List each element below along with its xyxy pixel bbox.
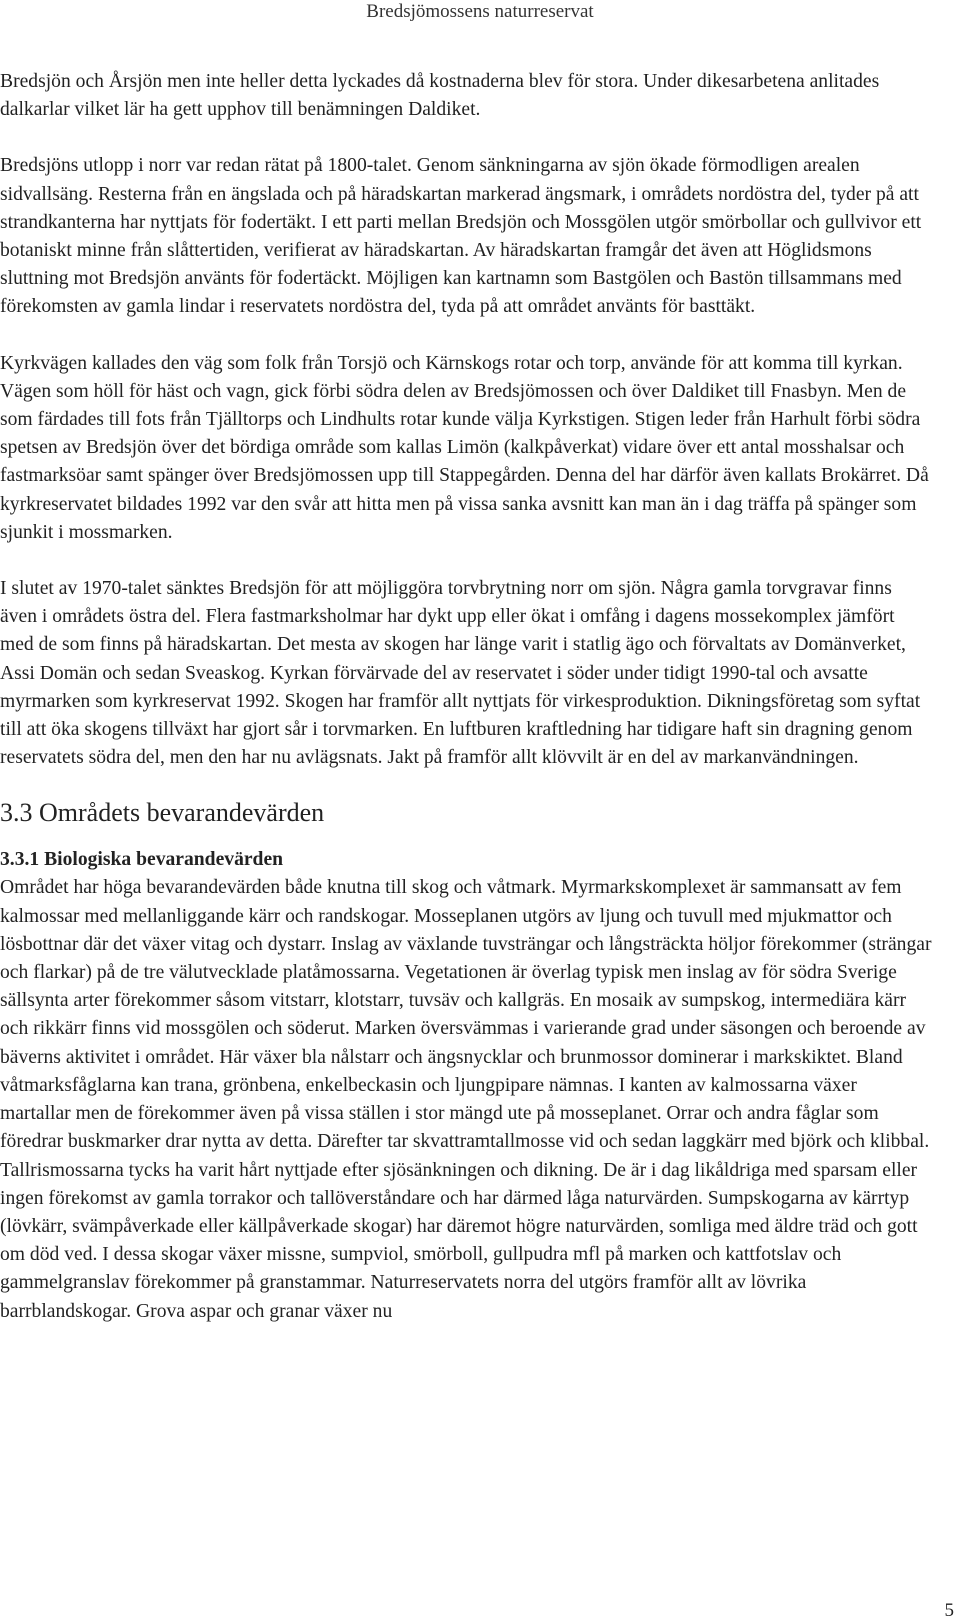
paragraph-3: Kyrkvägen kallades den väg som folk från Torsjö och Kärnskogs rotar och torp, använde för att komma till kyrkan. Vägen som höll för häst och vagn, gick förbi södra delen av Bredsjömossen och över Daldiket till Fnasbyn. Men de som färdades till fots från Tjälltorps och Lindhults rotar kunde välja Kyrkstigen. Stigen leder från Harhult förbi södra spetsen av Bredsjön över det bördiga område som kallas Limön (kalkpåverkat) vidare över ett antal mosshalsar och fastmarksöar samt spänger över Bredsjömossen upp till Stappegården. Denna del har därför även kallats Brokärret. Då kyrkreservatet bildades 1992 var den svår att hitta men på vissa sanka avsnitt kan man än i dag träffa på spänger som sjunkit i mossmarken. — [0, 352, 929, 543]
page-number: 5 — [944, 1600, 954, 1621]
document-body — [0, 68, 932, 1326]
subsection-heading: 3.3.1 Biologiska bevarandevärden — [0, 849, 284, 871]
paragraph-4: I slutet av 1970-talet sänktes Bredsjön för att möjliggöra torvbrytning norr om sjön. Några gamla torvgravar finns även i områdets östra del. Flera fastmarksholmar har dykt upp eller ökat i omfång i dagens mossekomplex jämfört med de som finns på häradskartan. Det mesta av skogen har länge varit i statlig ägo och förvaltats av Domänverket, Assi Domän och sedan Sveaskog. Kyrkan förvärvade del av reservatet i söder under tidigt 1990-tal och avsatte myrmarken som kyrkreservat 1992. Skogen har framför allt nyttjats för virkesproduktion. Dikningsföretag som syftat till att öka skogens tillväxt har gjort sår i torvmarken. En luftburen kraftledning har tidigare haft sin dragning genom reservatets södra del, men den har nu avlägsnats. Jakt på framför allt klövvilt är en del av markanvändningen. — [0, 578, 921, 769]
running-header: Bredsjömossens naturreservat — [366, 1, 594, 22]
subsection-paragraph: Området har höga bevarandevärden både knutna till skog och våtmark. Myrmarkskomplexet är sammansatt av fem kalmossar med mellanliggande kärr och randskogar. Mosseplanen utgörs av ljung och tuvull med mjukmattor och lösbottnar där det växer vitag och dystarr. Inslag av växlande tuvsträngar och långsträckta höljor förekommer (strängar och flarkar) på de tre välutvecklade platåmossarna. Vegetationen är överlag typisk men inslag av för södra Sverige sällsynta arter förekommer såsom vitstarr, klotstarr, tuvsäv och kallgräs. En mosaik av sumpskog, intermediära kärr och rikkärr finns vid mossgölen och söderut. Marken översvämmas i varierande grad under säsongen och beroende av bäverns aktivitet i området. Här växer bla nålstarr och ängsnycklar och brunmossor dominerar i markskiktet. Bland våtmarksfåglarna kan trana, grönbena, enkelbeckasin och ljungpipare nämnas. I kanten av kalmossarna växer martallar men de förekommer även på vissa ställen i stor mängd ute på mosseplanet. Orrar och andra fåglar som föredrar buskmarker drar nytta av detta. Därefter tar skvattramtallmosse vid och sedan laggkärr med björk och klibbal. Tallrismossarna tycks ha varit hårt nyttjade efter sjösänkningen och dikning. De är i dag likåldriga med sparsam eller ingen förekomst av gamla torrakor och tallöverståndare och har därmed låga naturvärden. Sumpskogarna av kärrtyp (lövkärr, svämpåverkade eller källpåverkade skogar) har däremot högre naturvärden, somliga med äldre träd och gott om död ved. I dessa skogar växer missne, sumpviol, smörboll, gullpudra mfl på marken och kattfotslav och gammelgranslav förekommer på granstammar. Naturreservatets norra del utgörs framför allt av lövrika barrblandskogar. Grova aspar och granar växer nu — [0, 877, 932, 1322]
paragraph-2: Bredsjöns utlopp i norr var redan rätat på 1800-talet. Genom sänkningarna av sjön ökade förmodligen arealen sidvallsäng. Resterna från en ängslada och på häradskartan markerad ängsmark, i områdets nordöstra del, tyder på att strandkanterna har nyttjats för fodertäkt. I ett parti mellan Bredsjön och Mossgölen utgör smörbollar och gullvivor ett botaniskt minne från slåttertiden, verifierat av häradskartan. Av häradskartan framgår det även att Höglidsmons sluttning mot Bredsjön använts för fodertäckt. Möjligen kan kartnamn som Bastgölen och Bastön tillsammans med förekomsten av gamla lindar i reservatets nordöstra del, tyda på att området använts för basttäkt. — [0, 155, 922, 318]
section-heading: 3.3 Områdets bevarandevärden — [0, 798, 325, 828]
paragraph-1: Bredsjön och Årsjön men inte heller detta lyckades då kostnaderna blev för stora. Under dikesarbetena anlitades dalkarlar vilket lär ha gett upphov till benämningen Daldiket. — [0, 71, 880, 121]
